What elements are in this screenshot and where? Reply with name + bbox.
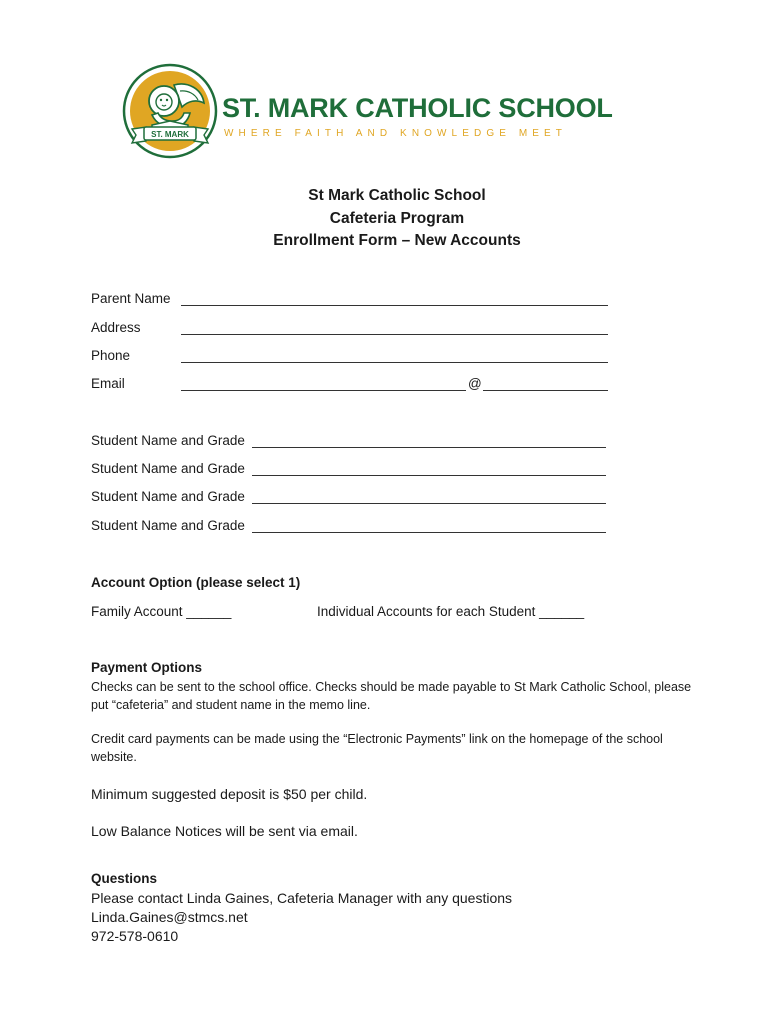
parent-name-label: Parent Name [91,291,171,306]
form-title [0,185,770,253]
contact-email-link[interactable]: Linda.Gaines@stmcs.net [91,909,248,925]
email-at-sign: @ [468,376,482,391]
address-field[interactable] [181,334,608,335]
student-label-2: Student Name and Grade [91,461,245,476]
title-line-2: Cafeteria Program [329,209,465,227]
contact-text: Please contact Linda Gaines, Cafeteria Manager with any questions [91,890,513,906]
school-name: ST. MARK CATHOLIC SCHOOL [222,93,613,123]
account-option-heading: Account Option (please select 1) [91,575,301,590]
credit-card-paragraph: Credit card payments can be made using the “Electronic Payments” link on the homepage of the school website. [91,732,663,764]
student-field-4[interactable] [252,532,606,533]
seal-banner-text: ST. MARK [151,130,189,139]
contact-phone: 972-578-0610 [91,928,179,944]
title-line-1: St Mark Catholic School [308,187,486,204]
phone-field[interactable] [181,362,608,363]
address-label: Address [91,320,141,335]
title-line-3: Enrollment Form – New Accounts [273,232,521,249]
student-label-3: Student Name and Grade [91,489,245,504]
payment-options-heading: Payment Options [91,660,203,675]
minimum-deposit-text: Minimum suggested deposit is $50 per child. [91,786,368,802]
student-field-2[interactable] [252,475,606,476]
student-field-1[interactable] [252,447,606,448]
email-domain-field[interactable] [483,390,608,391]
low-balance-text: Low Balance Notices will be sent via email. [91,823,358,839]
school-tagline: WHERE FAITH AND KNOWLEDGE MEET [224,128,568,139]
school-logo [122,63,613,159]
family-account-option[interactable]: Family Account ______ [91,604,232,619]
contact-block [91,889,512,946]
student-field-3[interactable] [252,503,606,504]
lion-seal-icon [122,63,218,159]
individual-account-option[interactable]: Individual Accounts for each Student ______ [317,604,585,619]
checks-paragraph: Checks can be sent to the school office. Checks should be made payable to St Mark Catholic School, please put “cafeteria” and student name in the memo line. [91,680,692,712]
student-label-1: Student Name and Grade [91,433,245,448]
student-label-4: Student Name and Grade [91,518,245,533]
email-label: Email [91,376,125,391]
email-user-field[interactable] [181,390,466,391]
questions-heading: Questions [91,871,158,886]
parent-name-field[interactable] [181,305,608,306]
phone-label: Phone [91,348,131,363]
